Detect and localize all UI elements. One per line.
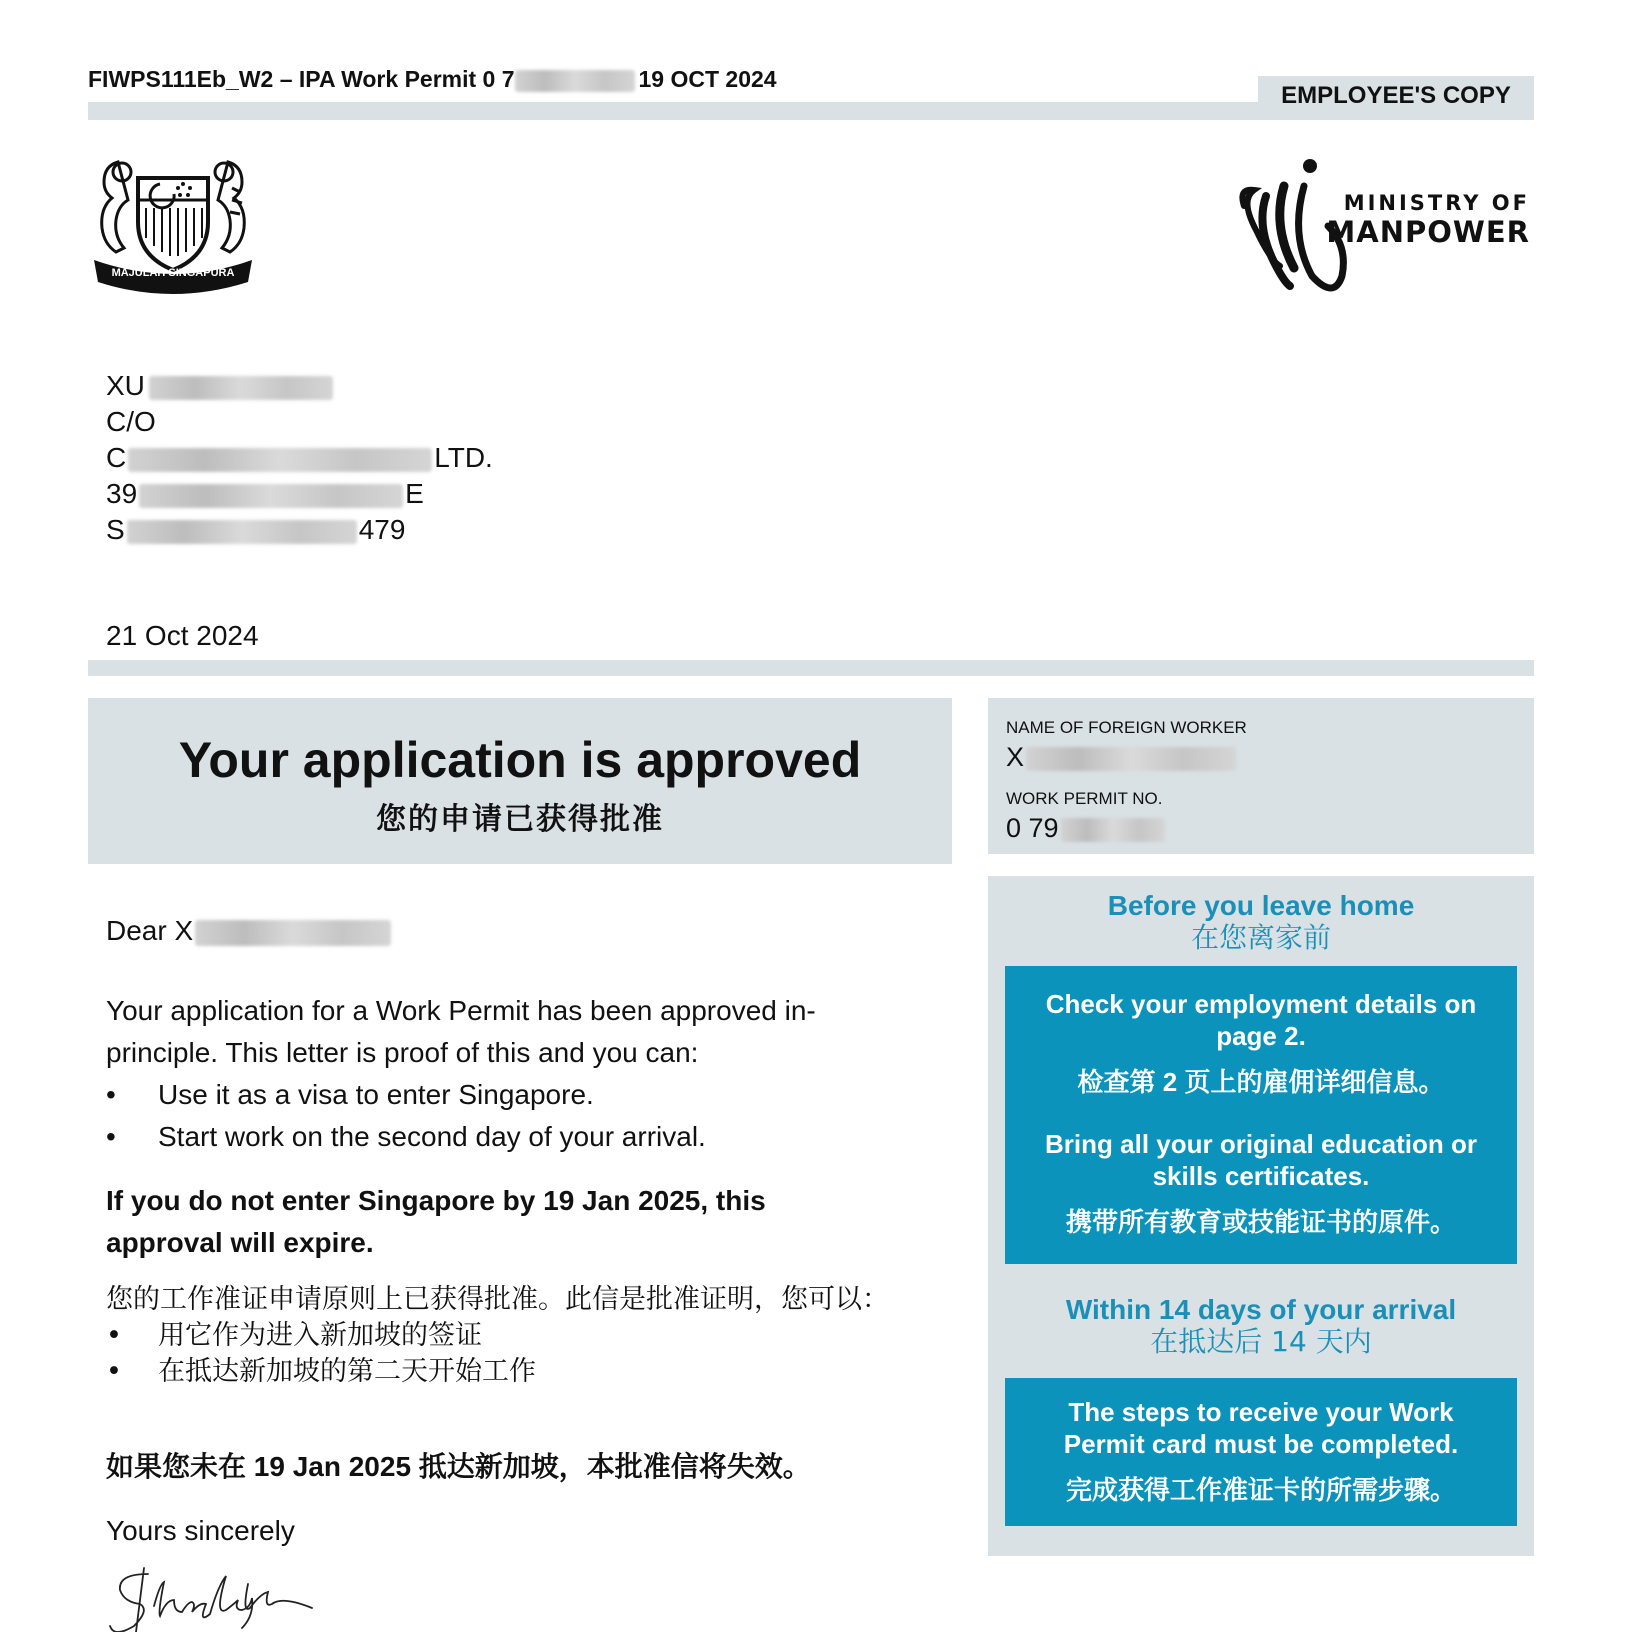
document-reference [88,66,777,93]
ministry-of-manpower-logo [1230,156,1540,306]
before-leave-instructions [1005,966,1517,1264]
check-details-text-zh: 检查第 2 页上的雇佣详细信息。 [1077,1067,1445,1097]
redacted-worker-name [1026,747,1236,771]
letter-intro-zh: 您的工作准证申请原则上已获得批准。此信是批准证明，您可以： [106,1284,889,1315]
list-item: • 在抵达新加坡的第二天开始工作 [106,1354,916,1390]
letter-date: 21 Oct 2024 [106,620,259,651]
recipient-name: XU [106,368,493,404]
logo-line-2: MANPOWER [1326,215,1530,249]
redacted-street [139,484,403,508]
recipient-company: C LTD. [106,442,493,473]
worker-name: X [1006,742,1534,773]
reference-prefix: FIWPS111Eb_W2 – IPA Work Permit 0 7 [88,66,515,92]
crest-motto: MAJULAH SINGAPURA [111,267,235,279]
approval-title-zh: 您的申请已获得批准 [376,803,664,836]
bring-certificates-text: Bring all your original education or skills certificates. [1045,1129,1477,1191]
recipient-postal: S 479 [106,514,406,545]
redacted-postal [127,520,357,544]
steps-text: The steps to receive your Work Permit card must be completed. [1063,1397,1459,1459]
letter-intro-block [106,990,886,1158]
permit-number: 0 79 [1006,813,1534,844]
copy-label: EMPLOYEE'S COPY [1258,76,1534,120]
reference-date: 19 OCT 2024 [638,66,777,92]
arrival-info-panel [988,876,1534,1556]
redacted-salutation-name [195,920,391,946]
redacted-reference [515,70,635,92]
signature-image [108,1566,338,1632]
worker-info-box [988,698,1534,854]
letter-bullet-list [106,1074,886,1158]
bring-certificates-text-zh: 携带所有教育或技能证书的原件。 [1065,1207,1456,1237]
list-item: • 用它作为进入新加坡的签证 [106,1318,916,1354]
approval-banner [88,698,952,864]
list-item: • Start work on the second day of your arrival. [106,1116,886,1158]
recipient-street: 39 E [106,478,424,509]
redacted-permit-number [1061,818,1165,842]
letter-intro: Your application for a Work Permit has been approved in-principle. This letter is proof of this and you can: [106,995,816,1068]
singapore-crest-icon [88,148,258,296]
care-of: C/O [106,406,156,437]
redacted-company [128,448,432,472]
worker-name-label: NAME OF FOREIGN WORKER [1006,718,1247,737]
arrival-instructions [1005,1378,1517,1526]
before-leave-heading: Before you leave home 在您离家前 [1107,890,1415,954]
redacted-name [149,376,333,400]
recipient-address [106,368,493,548]
steps-text-zh: 完成获得工作准证卡的所需步骤。 [1065,1475,1456,1505]
permit-number-label: WORK PERMIT NO. [1006,789,1163,808]
expiry-warning: If you do not enter Singapore by 19 Jan 2025, this approval will expire. [106,1185,766,1258]
letter-intro-zh-block [106,1282,916,1390]
within-14-days-heading: Within 14 days of your arrival 在抵达后 14 天内 [1065,1294,1457,1358]
list-item: • Use it as a visa to enter Singapore. [106,1074,886,1116]
salutation: Dear X [106,910,391,952]
section-divider [88,660,1534,676]
closing: Yours sincerely [106,1515,295,1546]
approval-title: Your application is approved [178,732,862,788]
check-details-text: Check your employment details on page 2. [1045,989,1477,1051]
expiry-warning-zh: 如果您未在 19 Jan 2025 抵达新加坡，本批准信将失效。 [106,1451,811,1482]
logo-line-1: MINISTRY OF [1343,191,1530,215]
letter-bullet-list-zh [106,1318,916,1390]
